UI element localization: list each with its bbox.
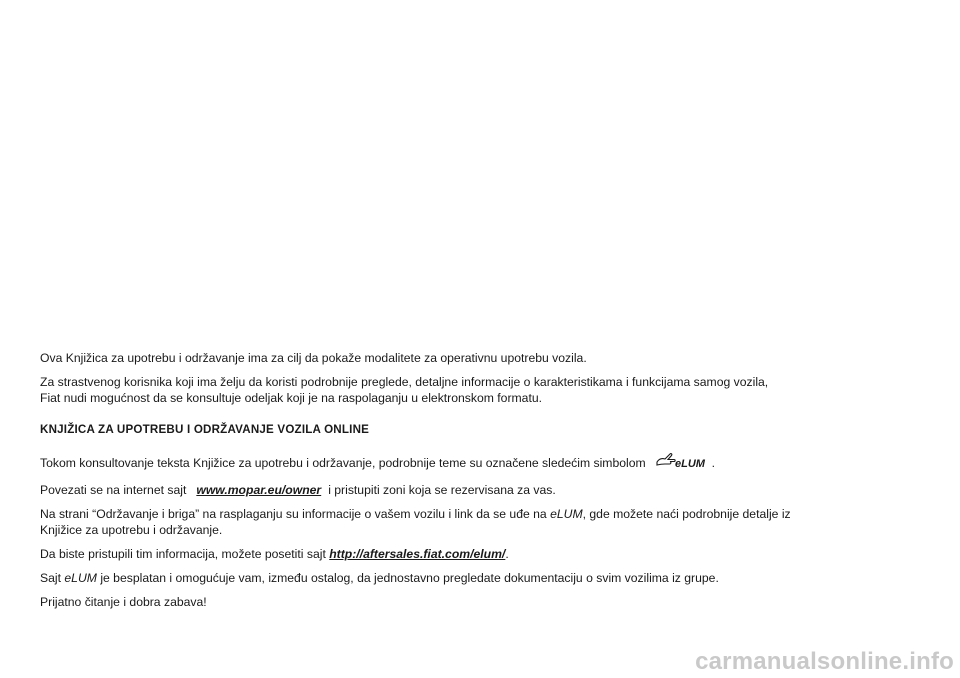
- elum-paragraph: [40, 570, 920, 586]
- website-text-before: Povezati se na internet sajt: [40, 483, 187, 497]
- aftersales-paragraph: [40, 546, 920, 562]
- intro-paragraph-2: [40, 374, 920, 406]
- intro-text: Ova Knjižica za upotrebu i održavanje ima za cilj da pokaže modalitete za operativnu upotrebu vozila.: [40, 351, 587, 365]
- maintenance-text-line2: Knjižice za upotrebu i održavanje.: [40, 523, 223, 537]
- intro-text-2b: Fiat nudi mogućnost da se konsultuje odeljak koji je na raspolaganju u elektronskom formatu.: [40, 391, 543, 405]
- elum-symbol-text: eLUM: [674, 458, 705, 470]
- section-heading: KNJIŽICA ZA UPOTREBU I ODRŽAVANJE VOZILA ONLINE: [40, 423, 370, 436]
- aftersales-text-before: Da biste pristupili tim informacija, možete posetiti sajt: [40, 547, 326, 561]
- maintenance-text-after: , gde možete naći podrobnije detalje iz: [582, 507, 791, 521]
- website-text-after: i pristupiti zoni koja se rezervisana za vas.: [328, 483, 556, 497]
- document-body: [40, 350, 920, 618]
- elum-text-after: je besplatan i omogućuje vam, između ostalog, da jednostavno pregledate dokumentaciju o svim vozilima iz grupe.: [100, 571, 719, 585]
- site-watermark: carmanualsonline.info: [695, 648, 954, 675]
- website-paragraph: [40, 482, 920, 498]
- aftersales-link[interactable]: http://aftersales.fiat.com/elum/: [329, 547, 506, 561]
- intro-paragraph: [40, 350, 920, 366]
- maintenance-text-before: Na strani “Održavanje i briga” na rasplaganju su informacije o vašem vozilu i link da se uđe na: [40, 507, 547, 521]
- intro-text-2a: Za strastvenog korisnika koji ima želju da koristi podrobnije preglede, detaljne informacije o karakteristikama i funkcijama samog vozila,: [40, 375, 769, 389]
- symbol-paragraph: [40, 450, 920, 474]
- symbol-paragraph-text: Tokom konsultovanje teksta Knjižice za upotrebu i održavanje, podrobnije teme su označene sledećim simbolom: [40, 456, 646, 470]
- mopar-owner-link[interactable]: www.mopar.eu/owner: [196, 483, 322, 497]
- symbol-paragraph-end: .: [711, 456, 716, 470]
- elum-italic-2: eLUM: [64, 571, 97, 585]
- closing-paragraph: [40, 594, 920, 610]
- aftersales-text-end: .: [505, 547, 509, 561]
- elum-text-before: Sajt: [40, 571, 62, 585]
- elum-italic: eLUM: [550, 507, 583, 521]
- elum-hand-icon: [656, 450, 708, 474]
- maintenance-paragraph: [40, 506, 920, 538]
- closing-text: Prijatno čitanje i dobra zabava!: [40, 595, 207, 609]
